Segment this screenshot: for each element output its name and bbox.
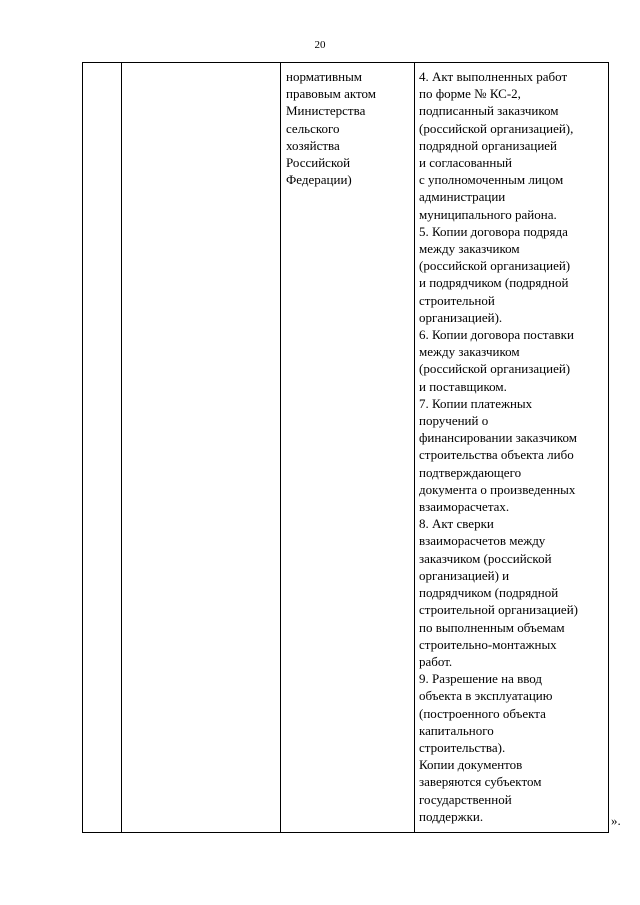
- text-line: работ.: [419, 653, 453, 669]
- page-number: 20: [314, 39, 326, 51]
- text-line: Российской: [286, 155, 351, 171]
- text-line: документа о произведенных: [419, 481, 576, 497]
- text-line: организацией) и: [419, 567, 510, 583]
- closing-quote: ».: [611, 813, 621, 828]
- text-line: (построенного объекта: [419, 705, 546, 721]
- text-line: и поставщиком.: [419, 378, 507, 394]
- text-line: организацией).: [419, 309, 503, 325]
- text-line: поручений о: [419, 413, 489, 429]
- text-line: администрации: [419, 189, 506, 205]
- text-line: взаиморасчетах.: [419, 499, 510, 515]
- table-row: [83, 63, 609, 833]
- text-line: и подрядчиком (подрядной: [419, 275, 569, 291]
- text-line: 9. Разрешение на ввод: [419, 671, 543, 687]
- text-line: 4. Акт выполненных работ: [419, 69, 568, 84]
- text-line: правовым актом: [286, 86, 377, 102]
- text-line: с уполномоченным лицом: [419, 172, 564, 188]
- text-line: 5. Копии договора подряда: [419, 223, 568, 239]
- text-line: подписанный заказчиком: [419, 103, 559, 119]
- text-line: строительно-монтажных: [419, 636, 557, 652]
- text-line: Копии документов: [419, 757, 523, 773]
- table-cell-col-2: [122, 63, 281, 833]
- table-cell-col-1: [83, 63, 122, 833]
- col4-text: [415, 63, 608, 825]
- text-line: строительной: [419, 292, 495, 308]
- text-line: между заказчиком: [419, 344, 520, 360]
- text-line: строительства объекта либо: [419, 447, 574, 463]
- text-line: (российской организацией): [419, 361, 571, 377]
- text-line: подрядчиком (подрядной: [419, 585, 559, 601]
- text-line: (российской организацией),: [419, 120, 574, 136]
- col3-text: [281, 63, 414, 188]
- text-line: сельского: [286, 120, 340, 136]
- requirements-table: [82, 62, 609, 833]
- text-line: подтверждающего: [419, 464, 522, 480]
- text-line: хозяйства: [286, 137, 340, 153]
- text-line: государственной: [419, 791, 512, 807]
- text-line: нормативным: [286, 69, 363, 84]
- text-line: заверяются субъектом: [419, 774, 542, 790]
- text-line: строительства).: [419, 739, 506, 755]
- text-line: строительной организацией): [419, 602, 578, 618]
- text-line: взаиморасчетов между: [419, 533, 546, 549]
- table-cell-col-4: [415, 63, 609, 833]
- text-line: объекта в эксплуатацию: [419, 688, 553, 704]
- text-line: 8. Акт сверки: [419, 516, 494, 532]
- text-line: по форме № КС-2,: [419, 86, 521, 102]
- text-line: Министерства: [286, 103, 366, 119]
- text-line: (российской организацией): [419, 258, 571, 274]
- text-line: капитального: [419, 722, 494, 738]
- text-line: 7. Копии платежных: [419, 395, 533, 411]
- text-line: между заказчиком: [419, 241, 520, 257]
- text-line: Федерации): [286, 172, 352, 188]
- text-line: муниципального района.: [419, 206, 557, 222]
- text-line: 6. Копии договора поставки: [419, 327, 574, 343]
- text-line: подрядной организацией: [419, 137, 558, 153]
- text-line: и согласованный: [419, 155, 513, 171]
- text-line: финансировании заказчиком: [419, 430, 577, 446]
- table-cell-col-3: [281, 63, 415, 833]
- text-line: заказчиком (российской: [419, 550, 552, 566]
- text-line: по выполненным объемам: [419, 619, 565, 635]
- text-line: поддержки.: [419, 808, 484, 824]
